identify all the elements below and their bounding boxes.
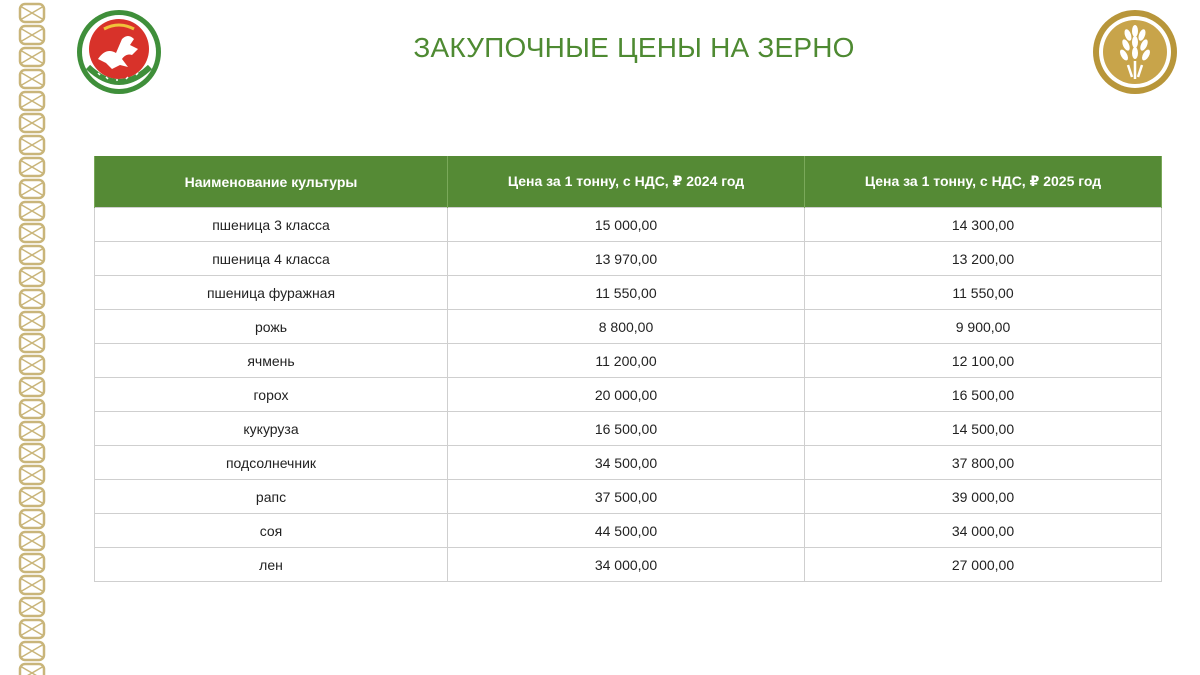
table-cell-crop: рапс <box>95 480 448 514</box>
table-cell-crop: подсолнечник <box>95 446 448 480</box>
table-cell-price-2024: 44 500,00 <box>448 514 805 548</box>
table-cell-crop: соя <box>95 514 448 548</box>
table-row <box>95 514 1162 548</box>
table-cell-price-2024: 37 500,00 <box>448 480 805 514</box>
table-cell-price-2025: 16 500,00 <box>805 378 1162 412</box>
table-cell-crop: пшеница фуражная <box>95 276 448 310</box>
table-cell-price-2024: 16 500,00 <box>448 412 805 446</box>
table-cell-crop: ячмень <box>95 344 448 378</box>
grain-prices-table <box>94 156 1162 582</box>
table-row <box>95 242 1162 276</box>
table-cell-price-2024: 34 500,00 <box>448 446 805 480</box>
table-row <box>95 208 1162 242</box>
table-cell-price-2024: 11 200,00 <box>448 344 805 378</box>
table-row <box>95 446 1162 480</box>
table-row <box>95 412 1162 446</box>
table-cell-price-2024: 15 000,00 <box>448 208 805 242</box>
table-row <box>95 548 1162 582</box>
table-cell-price-2024: 8 800,00 <box>448 310 805 344</box>
table-cell-crop: рожь <box>95 310 448 344</box>
table-cell-price-2025: 12 100,00 <box>805 344 1162 378</box>
table-cell-price-2025: 13 200,00 <box>805 242 1162 276</box>
table-cell-price-2025: 11 550,00 <box>805 276 1162 310</box>
table-cell-price-2024: 13 970,00 <box>448 242 805 276</box>
table-cell-crop: пшеница 4 класса <box>95 242 448 276</box>
column-header-price-2024: Цена за 1 тонну, с НДС, ₽ 2024 год <box>448 156 805 208</box>
table-cell-price-2024: 20 000,00 <box>448 378 805 412</box>
table-cell-price-2025: 14 500,00 <box>805 412 1162 446</box>
table-cell-crop: лен <box>95 548 448 582</box>
table-cell-crop: пшеница 3 класса <box>95 208 448 242</box>
table-cell-price-2025: 27 000,00 <box>805 548 1162 582</box>
table-cell-price-2024: 11 550,00 <box>448 276 805 310</box>
table-cell-price-2025: 39 000,00 <box>805 480 1162 514</box>
table-row <box>95 276 1162 310</box>
page-title: ЗАКУПОЧНЫЕ ЦЕНЫ НА ЗЕРНО <box>413 32 855 63</box>
table-cell-crop: кукуруза <box>95 412 448 446</box>
table-cell-price-2025: 14 300,00 <box>805 208 1162 242</box>
chain-border-ornament <box>12 0 52 675</box>
column-header-crop: Наименование культуры <box>95 156 448 208</box>
wheat-ears-emblem-icon <box>1092 9 1178 95</box>
table-cell-price-2025: 37 800,00 <box>805 446 1162 480</box>
table-header-row <box>95 156 1162 208</box>
table-cell-price-2024: 34 000,00 <box>448 548 805 582</box>
table-cell-crop: горох <box>95 378 448 412</box>
table-row <box>95 344 1162 378</box>
table-row <box>95 378 1162 412</box>
table-cell-price-2025: 9 900,00 <box>805 310 1162 344</box>
tatarstan-coat-of-arms-icon <box>76 9 162 95</box>
table-row <box>95 310 1162 344</box>
table-cell-price-2025: 34 000,00 <box>805 514 1162 548</box>
column-header-price-2025: Цена за 1 тонну, с НДС, ₽ 2025 год <box>805 156 1162 208</box>
table-row <box>95 480 1162 514</box>
